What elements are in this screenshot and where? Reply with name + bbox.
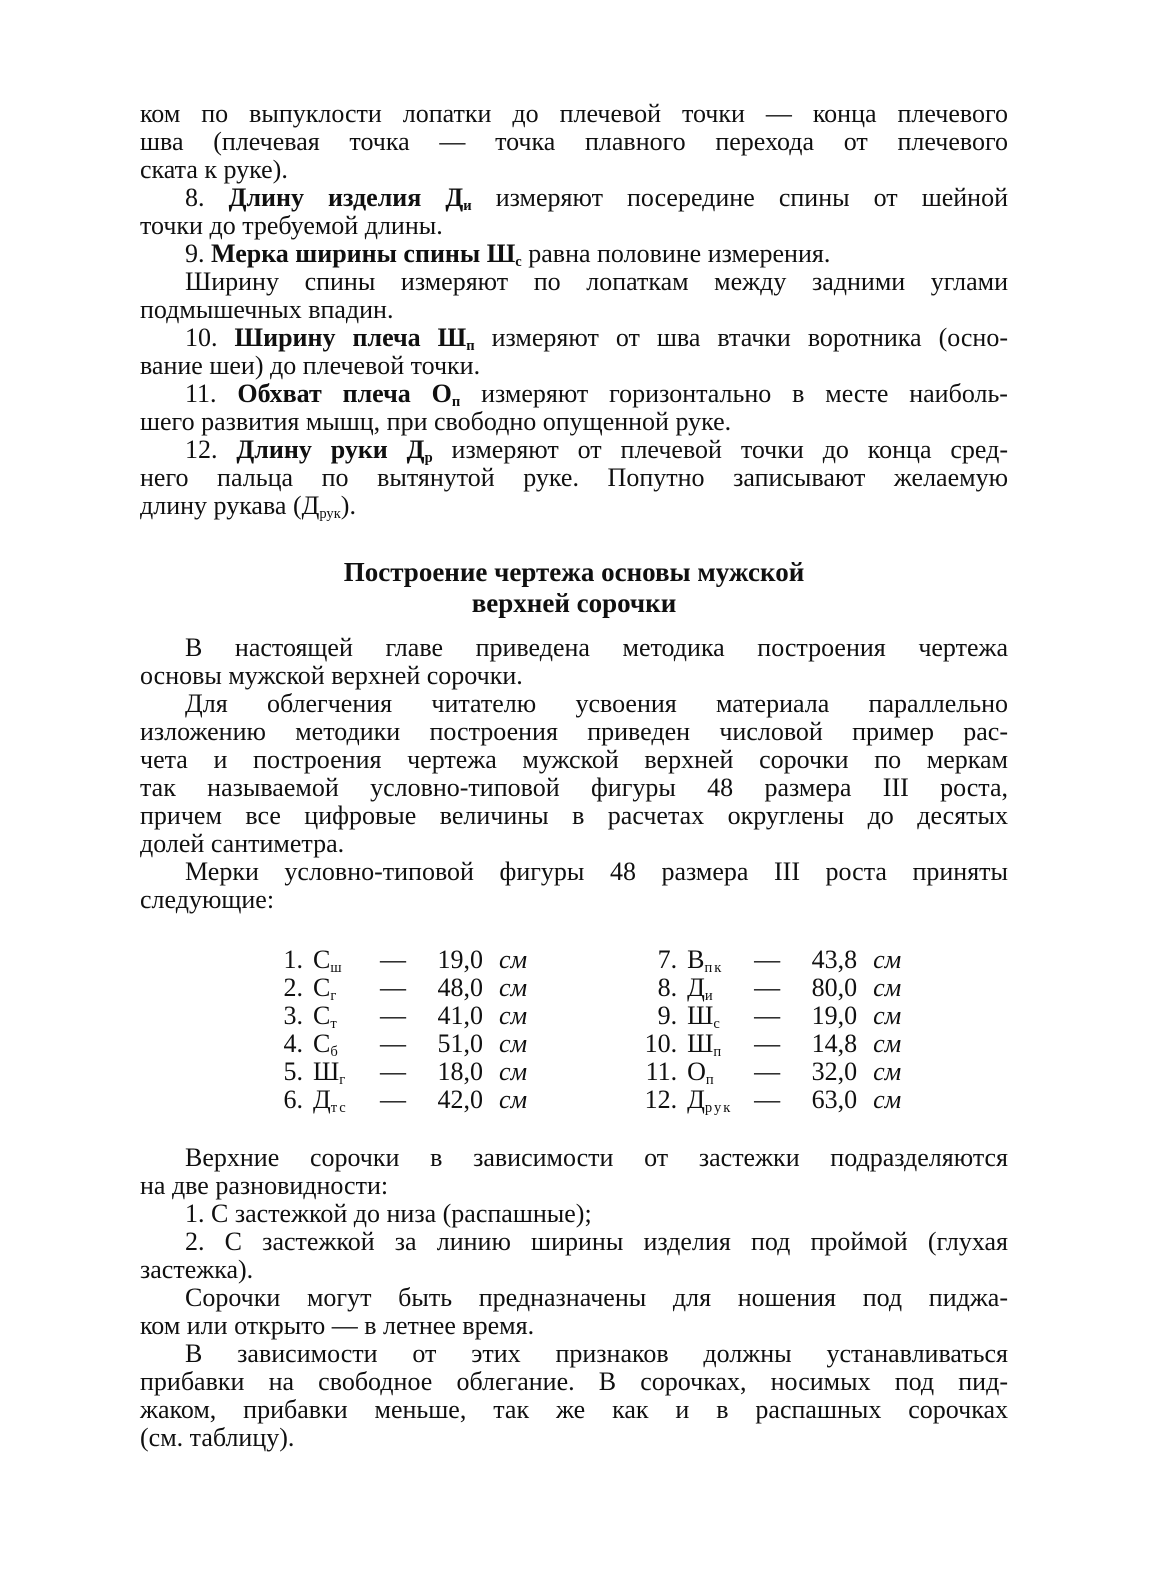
paragraph	[140, 268, 1008, 324]
dash: —	[380, 1029, 406, 1058]
text-run: 1. С застежкой до низа (распашные);	[185, 1199, 592, 1228]
text-run: В зависимости от этих признаков должны устанавливаться	[185, 1339, 1008, 1368]
text-line	[140, 886, 1008, 914]
measurement-row	[639, 1029, 902, 1061]
text-run: Верхние сорочки в зависимости от застежки подразделяются	[185, 1143, 1008, 1172]
measurement-unit: см	[499, 1001, 528, 1030]
measurement-number: 9.	[657, 1001, 678, 1030]
measurement-value: 18,0	[437, 1057, 483, 1086]
dash: —	[380, 1001, 406, 1030]
text-run: (см. таблицу).	[140, 1423, 295, 1452]
measurement-value: 32,0	[811, 1057, 858, 1086]
measurement-number: 2.	[283, 973, 303, 1002]
dash: —	[754, 945, 781, 974]
text-run: Длину изделия Д	[228, 183, 464, 212]
text-run: 2. С застежкой за линию ширины изделия под проймой (глухая	[185, 1227, 1008, 1256]
text-line	[140, 464, 1008, 492]
text-run: изложению методики построения приведен числовой пример рас-	[140, 717, 1008, 746]
text-run: жаком, прибавки меньше, так же как и в распашных сорочках	[140, 1395, 1008, 1424]
text-run: причем все цифровые величины в расчетах округлены до десятых	[140, 801, 1008, 830]
measurement-symbol: $Д_{рук}$	[687, 1085, 733, 1117]
measurement-symbol: $С_ш$	[313, 945, 344, 977]
measurement-number: 3.	[283, 1001, 303, 1030]
text-line	[140, 268, 1008, 296]
measurement-row	[265, 1029, 528, 1061]
measurement-number: 1.	[283, 945, 303, 974]
measurement-unit: см	[499, 1029, 528, 1058]
text-run: следующие:	[140, 885, 275, 914]
paragraph	[140, 1200, 1008, 1228]
measurement-number: 4.	[283, 1029, 303, 1058]
measurement-value: 51,0	[437, 1029, 483, 1058]
text-run: долей сантиметра.	[140, 829, 345, 858]
measurement-symbol: $С_г$	[313, 973, 339, 1005]
measurement-symbol: $О_п$	[687, 1057, 716, 1089]
measurement-symbol: $Д_{тс}$	[313, 1085, 348, 1117]
text-line	[140, 212, 1008, 240]
paragraph	[140, 1228, 1008, 1284]
measurement-unit: см	[873, 973, 902, 1002]
dash: —	[754, 1057, 781, 1086]
measurement-symbol: $С_б$	[313, 1029, 340, 1061]
text-line	[140, 1368, 1008, 1396]
text-run: точки до требуемой длины.	[140, 211, 443, 240]
paragraph	[140, 100, 1008, 184]
measurements-column-left	[265, 945, 528, 1117]
dash: —	[754, 1085, 781, 1114]
heading-line-1: Построение чертежа основы мужской	[343, 557, 805, 587]
subscript-text: п	[466, 338, 475, 355]
text-line	[140, 239, 1008, 271]
text-line	[140, 858, 1008, 886]
measurement-row	[265, 1085, 528, 1117]
measurement-value: 80,0	[811, 973, 858, 1002]
subscript-text: и	[463, 198, 472, 215]
text-run: равна половине измерения.	[521, 239, 831, 268]
section-heading	[140, 557, 1008, 619]
measurement-symbol: $Д_и$	[687, 973, 715, 1005]
measurement-row	[265, 1001, 528, 1033]
text-run: основы мужской верхней сорочки.	[140, 661, 523, 690]
text-run: на две разновидности:	[140, 1171, 389, 1200]
text-run: подмышечных впадин.	[140, 295, 394, 324]
text-run: 12.	[185, 435, 237, 464]
text-run: шего развития мышц, при свободно опущенной руке.	[140, 407, 732, 436]
measurement-unit: см	[873, 945, 902, 974]
paragraph	[140, 634, 1008, 690]
text-line	[140, 774, 1008, 802]
measurement-unit: см	[873, 1001, 902, 1030]
text-run: ком по выпуклости лопатки до плечевой точки — конца плечевого	[140, 99, 1008, 128]
text-line	[140, 296, 1008, 324]
measurement-unit: см	[499, 1057, 528, 1086]
text-run: измеряют посередине спины от шейной	[471, 183, 1009, 212]
measurement-symbol: $Ш_п$	[687, 1029, 724, 1061]
text-line	[140, 1396, 1008, 1424]
page-content	[140, 100, 1008, 1452]
text-line	[140, 746, 1008, 774]
text-run: измеряют от плечевой точки до конца сред-	[432, 435, 1008, 464]
measurement-row	[265, 945, 528, 977]
measurement-number: 10.	[644, 1029, 678, 1058]
text-line	[140, 1200, 1008, 1228]
text-run: 11.	[185, 379, 238, 408]
text-line	[140, 634, 1008, 662]
dash: —	[380, 1085, 406, 1114]
measurement-value: 19,0	[811, 1001, 858, 1030]
measurement-value: 19,0	[437, 945, 483, 974]
mid-text-block	[140, 634, 1008, 914]
text-run: В настоящей главе приведена методика построения чертежа	[185, 633, 1008, 662]
measurement-value: 14,8	[811, 1029, 858, 1058]
text-line	[140, 408, 1008, 436]
measurement-row	[639, 1085, 902, 1117]
measurement-symbol: $С_т$	[313, 1001, 339, 1033]
text-run: 8.	[185, 183, 229, 212]
dash: —	[380, 1057, 406, 1086]
text-line	[140, 718, 1008, 746]
measurement-row	[265, 1057, 528, 1089]
text-run: так называемой условно-типовой фигуры 48 размера III роста,	[140, 773, 1008, 802]
measurement-unit: см	[499, 945, 528, 974]
text-run: ).	[340, 491, 356, 520]
measurement-number: 7.	[657, 945, 678, 974]
measurement-unit: см	[499, 973, 528, 1002]
paragraph	[140, 324, 1008, 380]
text-run: Для облегчения читателю усвоения материала параллельно	[185, 689, 1008, 718]
dash: —	[380, 973, 406, 1002]
text-line	[140, 156, 1008, 184]
measurement-symbol: $Ш_с$	[687, 1001, 722, 1033]
text-line	[140, 100, 1008, 128]
text-line	[140, 830, 1008, 858]
dash: —	[754, 1001, 781, 1030]
subscript-text: р	[424, 450, 433, 467]
text-run: ската к руке).	[140, 155, 288, 184]
text-line	[140, 1424, 1008, 1452]
text-line	[140, 1228, 1008, 1256]
text-run: Мерки условно-типовой фигуры 48 размера III роста приняты	[185, 857, 1008, 886]
measurement-value: 43,8	[811, 945, 858, 974]
dash: —	[754, 1029, 781, 1058]
top-text-block	[140, 99, 1009, 523]
bottom-text-block	[140, 1144, 1008, 1452]
measurement-row	[639, 973, 902, 1005]
measurement-row	[639, 945, 902, 977]
measurement-number: 6.	[283, 1085, 303, 1114]
text-run: 10.	[185, 323, 235, 352]
paragraph	[140, 1340, 1008, 1452]
text-run: длину рукава (Д	[140, 491, 320, 520]
measurement-row	[639, 1057, 902, 1089]
measurement-number: 12.	[644, 1085, 678, 1114]
paragraph	[140, 1144, 1008, 1200]
text-run: него пальца по вытянутой руке. Попутно записывают желаемую	[140, 463, 1008, 492]
subscript-text: рук	[319, 506, 341, 523]
measurement-value: 42,0	[437, 1085, 483, 1114]
text-line	[140, 435, 1008, 467]
text-line	[140, 1340, 1008, 1368]
subscript-text: п	[451, 394, 461, 411]
measurement-unit: см	[499, 1085, 528, 1114]
text-line	[140, 1256, 1008, 1284]
paragraph	[140, 435, 1008, 523]
text-line	[140, 662, 1008, 690]
text-line	[140, 128, 1008, 156]
measurement-unit: см	[873, 1085, 902, 1114]
dash: —	[754, 973, 781, 1002]
measurement-unit: см	[873, 1057, 902, 1086]
text-run: прибавки на свободное облегание. В сорочках, носимых под пид-	[140, 1367, 1008, 1396]
text-run: Мерка ширины спины Ш	[211, 239, 516, 268]
text-run: Ширину плеча Ш	[234, 323, 467, 352]
measurement-symbol: $Ш_г$	[313, 1057, 348, 1089]
dash: —	[380, 945, 406, 974]
text-line	[140, 802, 1008, 830]
measurements-column-right	[639, 945, 902, 1117]
text-run: чета и построения чертежа мужской верхней сорочки по меркам	[140, 745, 1008, 774]
text-line	[140, 1144, 1008, 1172]
heading-line-2: верхней сорочки	[471, 588, 677, 618]
paragraph	[140, 690, 1008, 858]
text-line	[140, 352, 1008, 380]
measurement-symbol: $В_{пк}$	[687, 945, 724, 977]
text-run: застежка).	[140, 1255, 254, 1284]
paragraph	[140, 239, 1008, 271]
text-line	[140, 183, 1009, 215]
measurements-list	[140, 945, 1008, 1117]
measurement-row	[265, 973, 528, 1005]
text-line	[140, 1312, 1008, 1340]
measurement-value: 41,0	[437, 1001, 483, 1030]
text-run: Сорочки могут быть предназначены для ношения под пиджа-	[185, 1283, 1008, 1312]
paragraph	[140, 858, 1008, 914]
text-line	[140, 379, 1008, 411]
text-line	[140, 1284, 1008, 1312]
measurement-number: 5.	[283, 1057, 303, 1086]
paragraph	[140, 184, 1008, 240]
text-run: вание шеи) до плечевой точки.	[140, 351, 481, 380]
text-run: 9.	[185, 239, 211, 268]
text-line	[140, 690, 1008, 718]
text-line	[140, 323, 1008, 355]
text-run: шва (плечевая точка — точка плавного перехода от плечевого	[140, 127, 1008, 156]
measurement-number: 8.	[657, 973, 678, 1002]
text-run: измеряют горизонтально в месте наиболь-	[460, 379, 1008, 408]
text-line	[140, 491, 1008, 523]
text-run: Длину руки Д	[236, 435, 425, 464]
text-run: Ширину спины измеряют по лопаткам между задними углами	[185, 267, 1008, 296]
text-run: Обхват плеча О	[237, 379, 452, 408]
text-line	[140, 1172, 1008, 1200]
measurement-row	[639, 1001, 902, 1033]
paragraph	[140, 1284, 1008, 1340]
text-run: ком или открыто — в летнее время.	[140, 1311, 535, 1340]
paragraph	[140, 380, 1008, 436]
subscript-text: с	[515, 254, 522, 271]
measurement-number: 11.	[645, 1057, 678, 1086]
measurement-unit: см	[873, 1029, 902, 1058]
text-run: измеряют от шва втачки воротника (осно-	[474, 323, 1008, 352]
measurement-value: 48,0	[437, 973, 483, 1002]
measurement-value: 63,0	[811, 1085, 858, 1114]
